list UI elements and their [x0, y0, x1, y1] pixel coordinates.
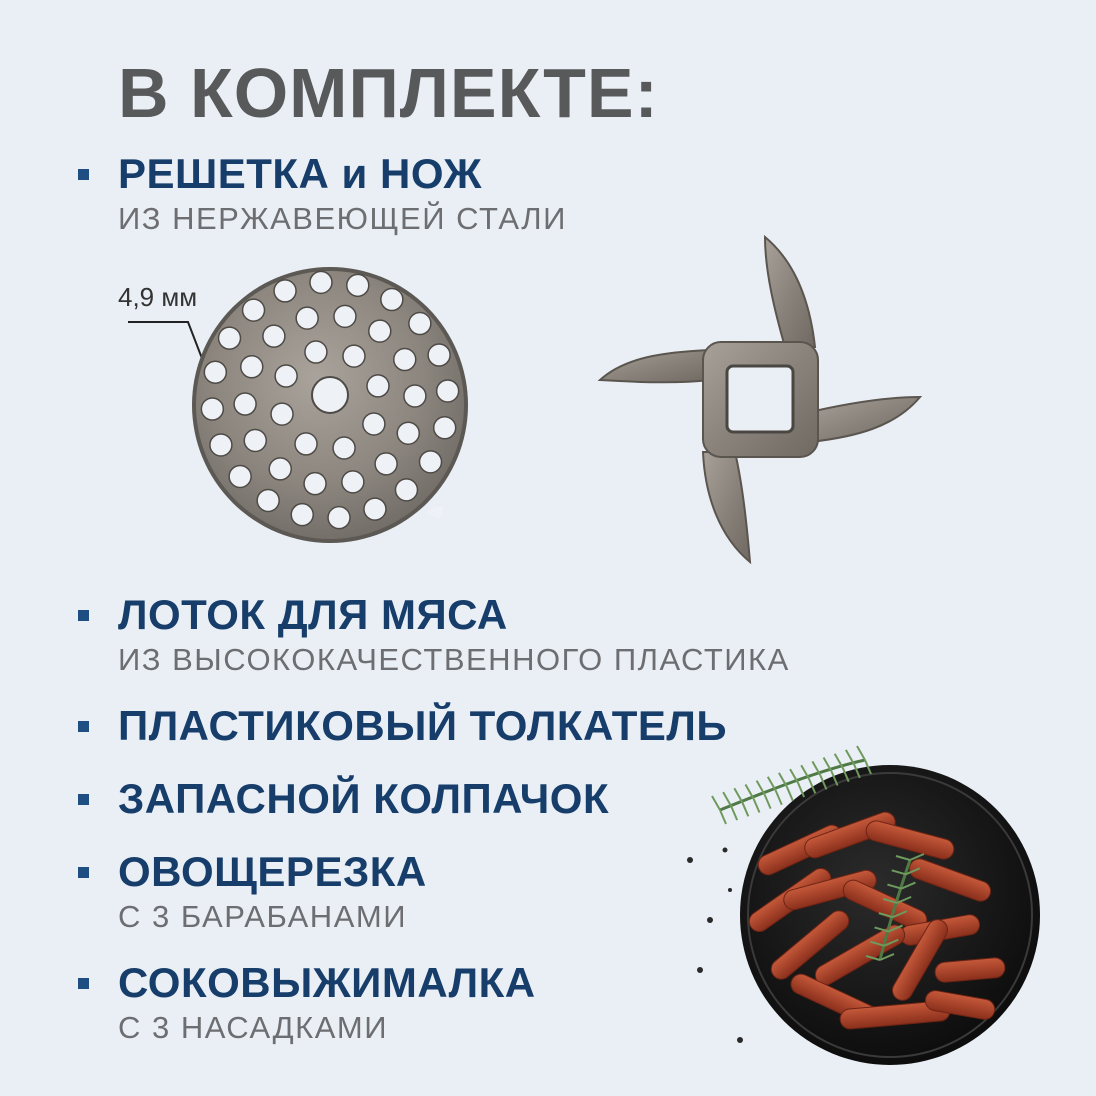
item-subtitle: С 3 БАРАБАНАМИ	[118, 899, 407, 934]
item-title: РЕШЕТКА и НОЖ	[118, 150, 482, 197]
item-title: СОКОВЫЖИМАЛКА	[118, 959, 536, 1006]
item-title: ОВОЩЕРЕЗКА	[118, 848, 427, 895]
item-subtitle: ИЗ ВЫСОКОКАЧЕСТВЕННОГО ПЛАСТИКА	[118, 642, 790, 677]
item-title: ПЛАСТИКОВЫЙ ТОЛКАТЕЛЬ	[118, 702, 728, 749]
grinder-knife-image	[595, 232, 925, 572]
hole-size-label: 4,9 мм	[118, 282, 198, 312]
item-title: ЗАПАСНОЙ КОЛПАЧОК	[118, 775, 610, 822]
item-subtitle: С 3 НАСАДКАМИ	[118, 1010, 388, 1045]
grinder-plate-image	[190, 265, 470, 545]
item-subtitle: ИЗ НЕРЖАВЕЮЩЕЙ СТАЛИ	[118, 201, 567, 236]
item-title: ЛОТОК ДЛЯ МЯСА	[118, 591, 508, 638]
page-title: В КОМПЛЕКТЕ:	[118, 54, 659, 132]
sausages-plate-image	[680, 740, 1060, 1080]
